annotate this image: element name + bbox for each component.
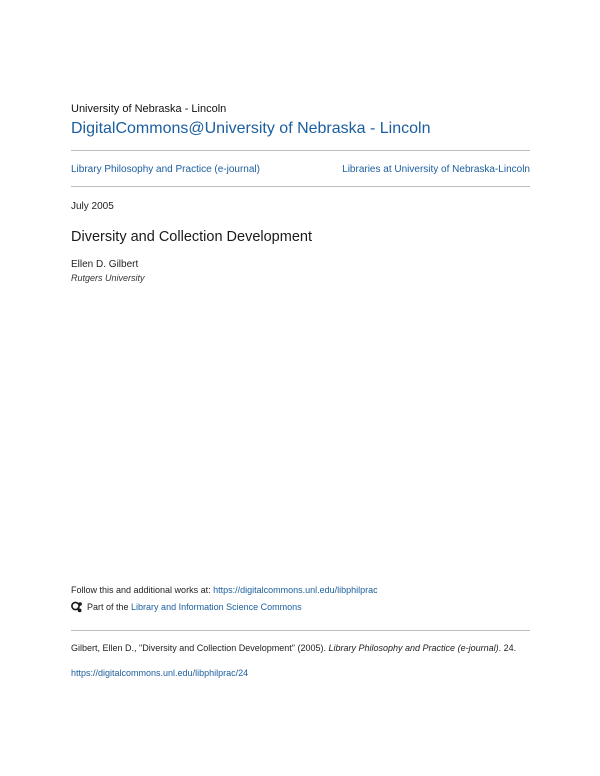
institution-name: University of Nebraska - Lincoln: [71, 103, 227, 115]
publication-date: July 2005: [71, 201, 114, 212]
follow-line: [71, 585, 378, 595]
repository-title-link[interactable]: DigitalCommons@University of Nebraska - Lincoln: [71, 120, 431, 137]
libraries-link[interactable]: Libraries at University of Nebraska-Lincoln: [342, 164, 530, 175]
divider-middle: [71, 186, 530, 187]
citation-prefix: Gilbert, Ellen D., "Diversity and Collection Development" (2005).: [71, 643, 329, 653]
divider-bottom: [71, 630, 530, 631]
journal-link[interactable]: Library Philosophy and Practice (e-journal): [71, 164, 260, 175]
follow-url-link[interactable]: https://digitalcommons.unl.edu/libphilprac: [213, 585, 378, 595]
citation-suffix: . 24.: [498, 643, 517, 653]
commons-link[interactable]: Library and Information Science Commons: [131, 602, 302, 612]
citation-url-link[interactable]: https://digitalcommons.unl.edu/libphilprac/24: [71, 668, 249, 678]
author-name: Ellen D. Gilbert: [71, 259, 139, 270]
article-title: Diversity and Collection Development: [71, 229, 312, 245]
part-prefix: Part of the: [87, 602, 129, 612]
part-of-line: [71, 601, 302, 613]
network-icon: [71, 601, 83, 613]
follow-prefix: Follow this and additional works at:: [71, 585, 214, 595]
citation-journal: Library Philosophy and Practice (e-journal): [328, 643, 499, 653]
citation-text: [71, 642, 531, 655]
author-affiliation: Rutgers University: [71, 273, 145, 283]
divider-top: [71, 150, 530, 151]
